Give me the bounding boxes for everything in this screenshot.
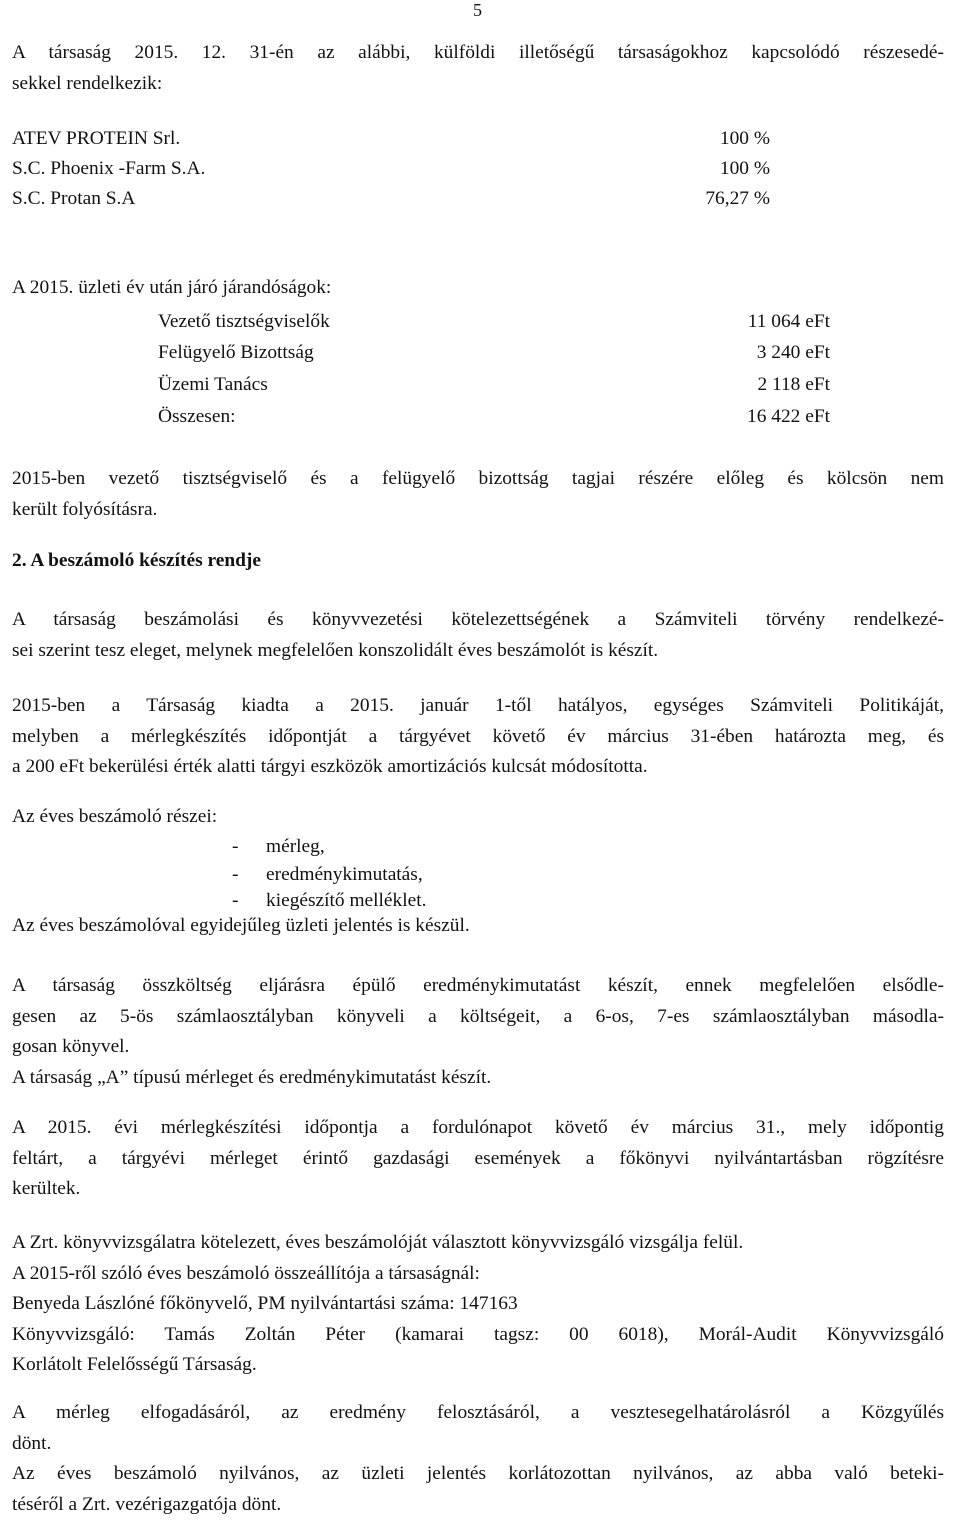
text-line: Benyeda Lászlóné főkönyvelő, PM nyilvántartási száma: 147163: [12, 1289, 944, 1320]
text-line: téséről a Zrt. vezérigazgatója dönt.: [12, 1490, 944, 1520]
report-parts-outro: Az éves beszámolóval egyidejűleg üzleti jelentés is készül.: [12, 915, 470, 937]
compensation-row: [0, 374, 960, 404]
holding-name: S.C. Protan S.A: [12, 188, 135, 210]
compensation-amount: 3 240 eFt: [757, 342, 830, 364]
compensation-row: [0, 342, 960, 372]
page-number: 5: [473, 0, 482, 21]
text-line: A társaság 2015. 12. 31-én az alábbi, külföldi illetőségű társaságokhoz kapcsolódó részesedé-: [12, 38, 944, 69]
compensation-amount: 2 118 eFt: [757, 374, 830, 396]
text-line: A 2015. évi mérlegkészítési időpontja a fordulónapot követő év március 31., mely időpontig: [12, 1113, 944, 1144]
compensation-amount: 16 422 eFt: [747, 406, 830, 428]
compensation-row: [0, 311, 960, 341]
holding-name: ATEV PROTEIN Srl.: [12, 128, 180, 150]
list-item: [232, 890, 426, 912]
compensation-note: [12, 464, 944, 525]
holding-row: [0, 158, 960, 188]
text-line: gosan könyvel.: [12, 1032, 944, 1063]
text-line: A Zrt. könyvvizsgálatra kötelezett, éves beszámolóját választott könyvvizsgáló vizsgálja felül.: [12, 1228, 944, 1259]
paragraph-accounting-policy: [12, 691, 944, 783]
text-line: Könyvvizsgáló: Tamás Zoltán Péter (kamarai tagsz: 00 6018), Morál-Audit Könyvvizsgáló: [12, 1320, 944, 1351]
text-line: sei szerint tesz eleget, melynek megfelelően konszolidált éves beszámolót is készít.: [12, 636, 944, 667]
paragraph-balance-date: [12, 1113, 944, 1205]
text-line: került folyósításra.: [12, 495, 944, 526]
holding-share: 100 %: [720, 128, 770, 150]
compensation-label: Összesen:: [158, 406, 236, 428]
section-heading: 2. A beszámoló készítés rendje: [12, 550, 261, 572]
text-line: melyben a mérlegkészítés időpontját a tárgyévet követő év március 31-ében határozta meg, és: [12, 722, 944, 753]
list-dash: -: [232, 836, 266, 858]
compensation-label: Vezető tisztségviselők: [158, 311, 330, 333]
text-line: sekkel rendelkezik:: [12, 69, 944, 100]
list-item-text: mérleg,: [266, 836, 325, 857]
paragraph-cost-method: [12, 971, 944, 1093]
text-line: a 200 eFt bekerülési érték alatti tárgyi eszközök amortizációs kulcsát módosította.: [12, 752, 944, 783]
text-line: A társaság beszámolási és könyvvezetési kötelezettségének a Számviteli törvény rendelkezé-: [12, 605, 944, 636]
holding-name: S.C. Phoenix -Farm S.A.: [12, 158, 205, 180]
text-line: kerültek.: [12, 1174, 944, 1205]
text-line: A társaság összköltség eljárásra épülő eredménykimutatást készít, ennek megfelelően elsődle-: [12, 971, 944, 1002]
paragraph-audit: [12, 1228, 944, 1381]
compensation-amount: 11 064 eFt: [748, 311, 830, 333]
compensation-row: [0, 406, 960, 436]
holdings-intro: [12, 38, 944, 99]
compensation-label: Üzemi Tanács: [158, 374, 268, 396]
list-item-text: eredménykimutatás,: [266, 864, 423, 885]
list-item: [232, 836, 325, 858]
paragraph-reporting-obligation: [12, 605, 944, 666]
list-item-text: kiegészítő melléklet.: [266, 890, 426, 911]
text-line: A mérleg elfogadásáról, az eredmény felosztásáról, a vesztesegelhatárolásról a Közgyűlés: [12, 1398, 944, 1429]
text-line: 2015-ben a Társaság kiadta a 2015. január 1-től hatályos, egységes Számviteli Politikáját,: [12, 691, 944, 722]
holding-row: [0, 128, 960, 158]
list-dash: -: [232, 864, 266, 886]
text-line: 2015-ben vezető tisztségviselő és a felügyelő bizottság tagjai részére előleg és kölcsön nem: [12, 464, 944, 495]
text-line: dönt.: [12, 1429, 944, 1460]
text-line: Korlátolt Felelősségű Társaság.: [12, 1350, 944, 1381]
holding-row: [0, 188, 960, 218]
holding-share: 100 %: [720, 158, 770, 180]
text-line: A 2015-ről szóló éves beszámoló összeállítója a társaságnál:: [12, 1259, 944, 1290]
compensation-label: Felügyelő Bizottság: [158, 342, 314, 364]
text-line: gesen az 5-ös számlaosztályban könyveli a költségeit, a 6-os, 7-es számlaosztályban másodla-: [12, 1002, 944, 1033]
text-line: feltárt, a tárgyévi mérleget érintő gazdasági események a főkönyvi nyilvántartásban rögzítésre: [12, 1144, 944, 1175]
paragraph-approval: [12, 1398, 944, 1520]
compensation-intro: A 2015. üzleti év után járó járandóságok:: [12, 277, 331, 299]
holding-share: 76,27 %: [705, 188, 770, 210]
list-dash: -: [232, 890, 266, 912]
list-item: [232, 864, 423, 886]
text-line: Az éves beszámoló nyilvános, az üzleti jelentés korlátozottan nyilvános, az abba való beteki-: [12, 1459, 944, 1490]
text-line: A társaság „A” típusú mérleget és eredménykimutatást készít.: [12, 1063, 944, 1094]
report-parts-intro: Az éves beszámoló részei:: [12, 806, 217, 828]
